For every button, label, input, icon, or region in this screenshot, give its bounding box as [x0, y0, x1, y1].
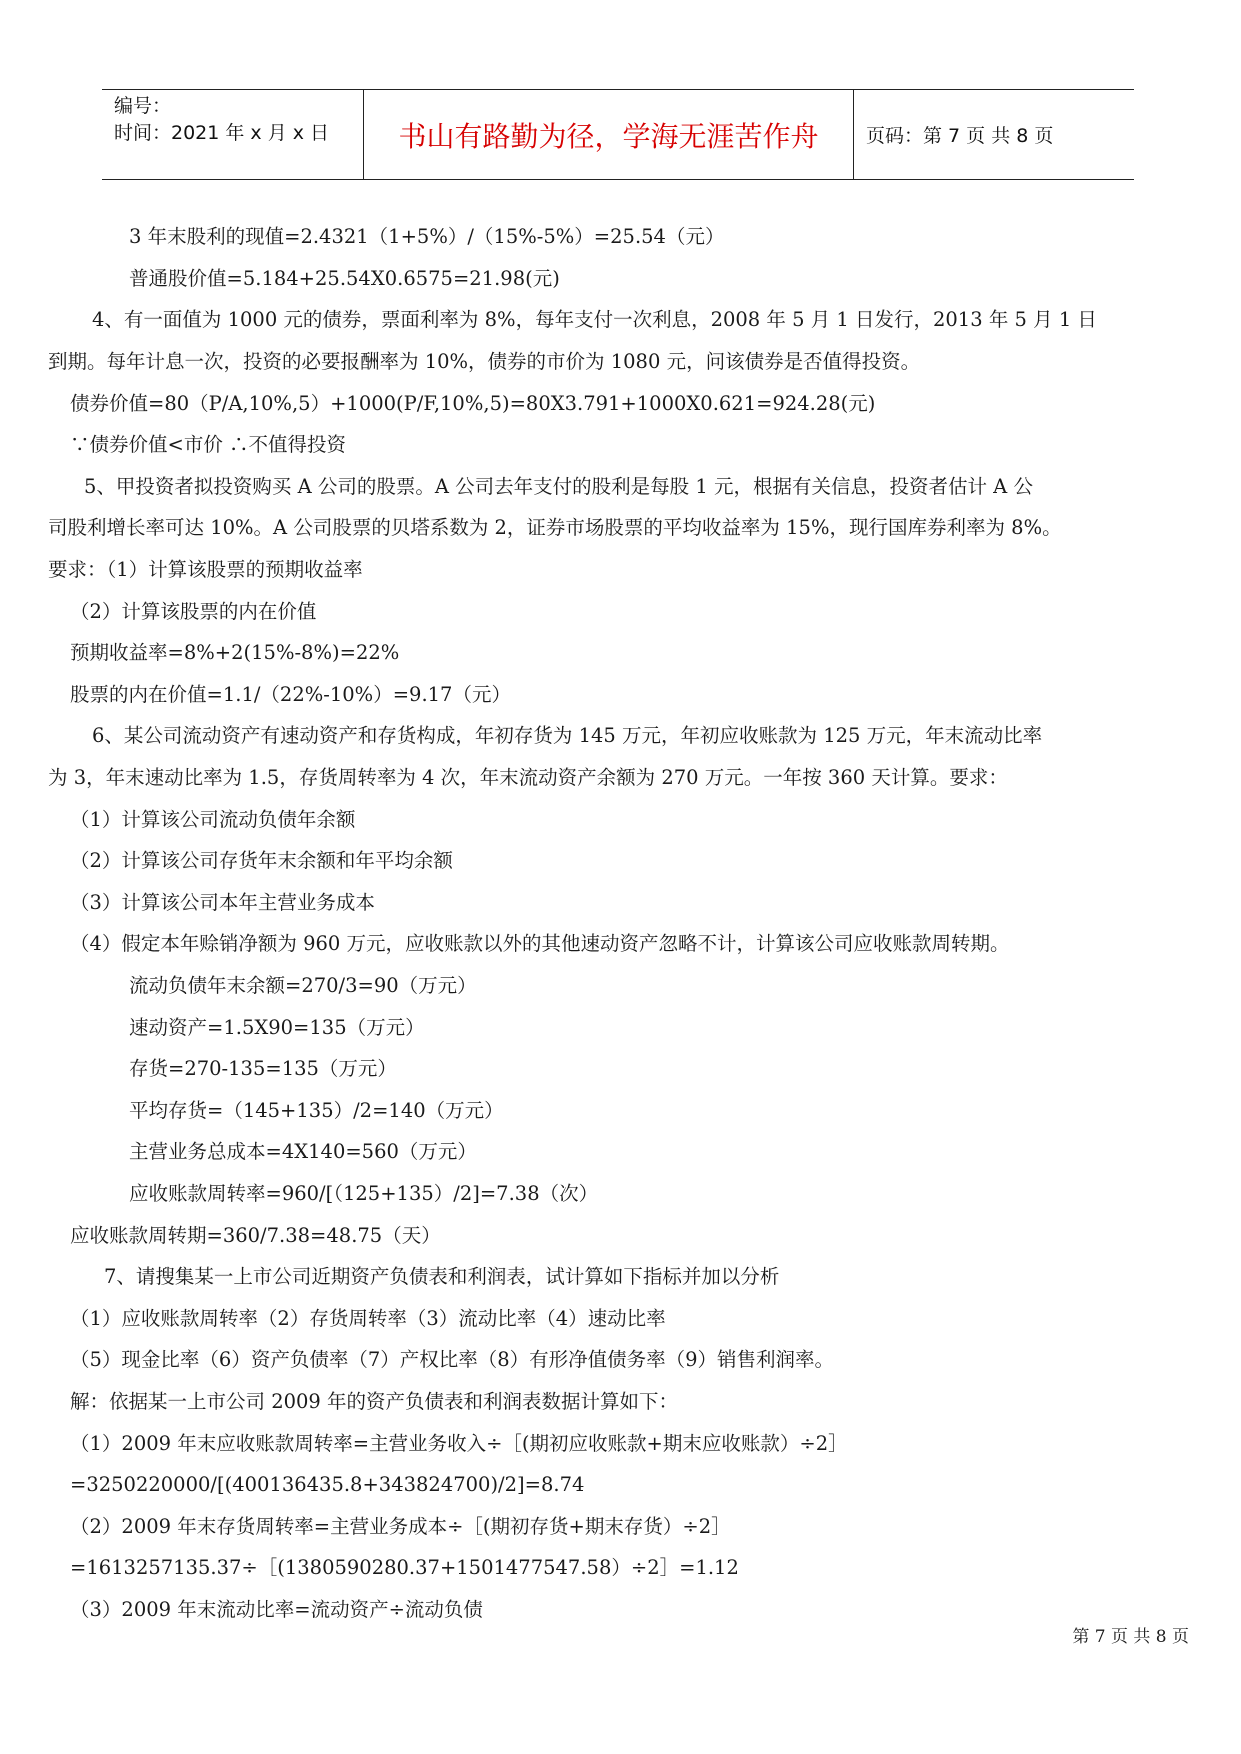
- body-line: （3）2009 年末流动比率=流动资产÷流动负债: [70, 1598, 483, 1621]
- body-line: 平均存货=（145+135）/2=140（万元）: [129, 1099, 504, 1122]
- body-line: 为 3，年末速动比率为 1.5，存货周转率为 4 次，年末流动资产余额为 270 万元。一年按 360 天计算。要求：: [48, 766, 1008, 789]
- document-header: [102, 89, 1134, 180]
- body-line: （1）计算该公司流动负债年余额: [70, 808, 356, 831]
- body-line: 流动负债年末余额=270/3=90（万元）: [129, 974, 477, 997]
- body-line: 应收账款周转率=960/[（125+135）/2]=7.38（次）: [129, 1182, 599, 1205]
- body-line: 解：依据某一上市公司 2009 年的资产负债表和利润表数据计算如下：: [70, 1390, 679, 1413]
- body-line: 4、有一面值为 1000 元的债券，票面利率为 8%，每年支付一次利息，2008 年 5 月 1 日发行，2013 年 5 月 1 日: [92, 308, 1097, 331]
- body-line: 司股利增长率可达 10%。A 公司股票的贝塔系数为 2，证券市场股票的平均收益率为 15%，现行国库券利率为 8%。: [48, 516, 1062, 539]
- body-line: 7、请搜集某一上市公司近期资产负债表和利润表，试计算如下指标并加以分析: [104, 1265, 780, 1288]
- body-line: 预期收益率=8%+2(15%-8%)=22%: [70, 641, 400, 664]
- body-line: （2）计算该公司存货年末余额和年平均余额: [70, 849, 453, 872]
- body-line: 应收账款周转期=360/7.38=48.75（天）: [70, 1224, 441, 1247]
- body-line: 股票的内在价值=1.1/（22%-10%）=9.17（元）: [70, 683, 511, 706]
- body-line: 普通股价值=5.184+25.54X0.6575=21.98(元): [129, 267, 560, 290]
- body-line: （3）计算该公司本年主营业务成本: [70, 891, 375, 914]
- body-line: 5、甲投资者拟投资购买 A 公司的股票。A 公司去年支付的股利是每股 1 元，根据有关信息，投资者估计 A 公: [84, 475, 1033, 498]
- body-line: 存货=270-135=135（万元）: [129, 1057, 397, 1080]
- body-line: 债券价值=80（P/A,10%,5）+1000(P/F,10%,5)=80X3.791+1000X0.621=924.28(元): [70, 392, 876, 415]
- body-line: （2）计算该股票的内在价值: [70, 600, 317, 623]
- body-line: （2）2009 年末存货周转率=主营业务成本÷［(期初存货+期末存货）÷2］: [70, 1515, 731, 1538]
- document-time: 时间：2021 年 x 月 x 日: [114, 122, 330, 144]
- body-line: ∵债券价值<市价 ∴不值得投资: [70, 433, 347, 456]
- body-line: （1）2009 年末应收账款周转率=主营业务收入÷［(期初应收账款+期末应收账款）÷2］: [70, 1432, 848, 1455]
- body-line: =1613257135.37÷［(1380590280.37+1501477547.58）÷2］=1.12: [70, 1556, 739, 1579]
- body-line: （4）假定本年赊销净额为 960 万元，应收账款以外的其他速动资产忽略不计，计算该公司应收账款周转期。: [70, 932, 1010, 955]
- body-line: =3250220000/[(400136435.8+343824700)/2]=8.74: [70, 1473, 585, 1496]
- document-number-label: 编号：: [114, 95, 172, 117]
- body-line: 6、某公司流动资产有速动资产和存货构成，年初存货为 145 万元，年初应收账款为 125 万元，年末流动比率: [92, 724, 1043, 747]
- body-line: 到期。每年计息一次，投资的必要报酬率为 10%，债券的市价为 1080 元，问该债券是否值得投资。: [48, 350, 921, 373]
- body-line: （5）现金比率（6）资产负债率（7）产权比率（8）有形净值债务率（9）销售利润率。: [70, 1348, 835, 1371]
- body-line: 速动资产=1.5X90=135（万元）: [129, 1016, 425, 1039]
- body-line: （1）应收账款周转率（2）存货周转率（3）流动比率（4）速动比率: [70, 1307, 666, 1330]
- body-line: 要求：（1）计算该股票的预期收益率: [48, 558, 363, 581]
- header-meta: [102, 90, 364, 179]
- header-motto: 书山有路勤为径，学海无涯苦作舟: [364, 90, 854, 179]
- header-page-info: 页码：第 7 页 共 8 页: [866, 125, 1054, 147]
- body-line: 主营业务总成本=4X140=560（万元）: [129, 1140, 477, 1163]
- page-footer: 第 7 页 共 8 页: [1072, 1627, 1189, 1647]
- body-line: 3 年末股利的现值=2.4321（1+5%）/（15%-5%）=25.54（元）: [129, 225, 725, 248]
